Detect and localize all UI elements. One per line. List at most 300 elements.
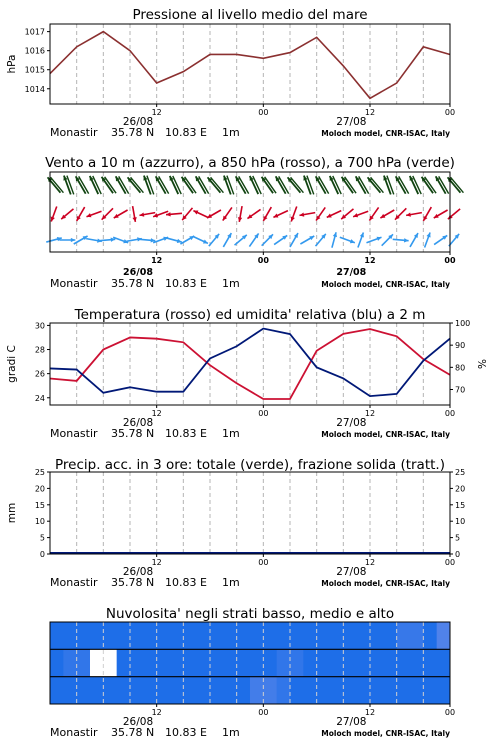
cloud-cell: [63, 677, 77, 705]
x-hour-label: 00: [444, 108, 456, 117]
wind-arrow: [290, 233, 298, 247]
cloud-cell: [50, 622, 64, 650]
cloud-cell: [210, 622, 224, 650]
pressure-series: [50, 32, 450, 99]
cloud-cell: [357, 649, 371, 677]
y-tick-label: 30: [34, 321, 45, 331]
wind-arrow: [406, 212, 422, 216]
footer-elev: 1m: [222, 576, 240, 589]
wind-title: Vento a 10 m (azzurro), a 850 hPa (rosso), a 700 hPa (verde): [45, 155, 455, 171]
cloud-cell: [383, 622, 397, 650]
cloud-cell: [330, 677, 344, 705]
wind-arrow: [139, 238, 155, 242]
wind-arrow: [383, 176, 393, 195]
footer-station: Monastir: [50, 277, 98, 290]
wind-arrow: [116, 176, 129, 193]
wind-arrow: [303, 176, 313, 195]
wind-arrow: [238, 206, 242, 222]
cloud-cell: [103, 649, 117, 677]
wind-arrow: [208, 177, 224, 192]
wind-arrow: [90, 176, 102, 194]
x-hour-label: 12: [364, 558, 376, 567]
wind-arrow-shaft-2: [371, 177, 384, 192]
y-tick-label: 25: [34, 468, 45, 477]
y-tick-label: 1015: [24, 65, 45, 75]
footer-station: Monastir: [50, 726, 98, 739]
cloud-cell: [357, 677, 371, 705]
wind-arrow-head: [51, 217, 55, 222]
wind-arrow: [51, 206, 57, 221]
precip-footer: [50, 576, 450, 589]
x-hour-label: 00: [444, 409, 456, 418]
y-tick-label: 24: [34, 393, 45, 403]
cloud-cell: [277, 677, 291, 705]
cloud-cell: [197, 622, 211, 650]
y-tick-label-right: 15: [455, 500, 466, 510]
wind-arrow: [436, 176, 449, 193]
wind-arrow: [207, 210, 221, 218]
wind-panel: [45, 155, 463, 290]
wind-arrow: [263, 207, 271, 221]
footer-elev: 1m: [222, 126, 240, 139]
wind-arrow: [166, 212, 182, 216]
x-hour-label: 12: [151, 708, 162, 717]
footer-station: Monastir: [50, 126, 98, 139]
footer-lat: 35.78 N: [111, 126, 155, 139]
humidity-line: [50, 329, 450, 397]
cloud-cell: [170, 622, 184, 650]
precip-xaxis: [123, 554, 455, 578]
cloud-cell: [423, 677, 437, 705]
cloud-cell: [410, 622, 424, 650]
precip-yticks: [35, 468, 465, 559]
footer-elev: 1m: [222, 277, 240, 290]
x-date-label: 26/08: [122, 116, 154, 128]
cloud-cell: [250, 649, 264, 677]
cloud-cell: [263, 677, 277, 705]
y-tick-label: 15: [34, 500, 45, 510]
footer-elev: 1m: [222, 427, 240, 440]
wind-arrow-head: [353, 213, 358, 217]
cloud-cell: [90, 622, 104, 650]
cloud-cell: [397, 622, 411, 650]
wind-arrow: [128, 177, 144, 192]
wind-arrow: [193, 237, 208, 244]
wind-arrow-head: [291, 217, 295, 222]
wind-arrow: [422, 177, 436, 193]
wind-arrow: [262, 177, 276, 193]
wind-arrow-shaft-2: [51, 177, 64, 192]
y-tick-label-right: 25: [455, 468, 466, 477]
x-hour-label: 00: [258, 558, 269, 567]
wind-arrow: [356, 176, 369, 193]
cloud-cell: [63, 622, 77, 650]
pressure-panel: [6, 7, 455, 139]
x-date-label: 26/08: [123, 267, 153, 278]
cloud-cell: [237, 677, 251, 705]
x-hour-label: 12: [364, 256, 376, 265]
footer-lat: 35.78 N: [111, 576, 155, 589]
footer-station: Monastir: [50, 427, 98, 440]
clouds-heatmap: [50, 622, 450, 704]
wind-arrow-head: [166, 212, 171, 216]
wind-arrow-head: [86, 213, 91, 217]
cloud-cell: [437, 622, 451, 650]
cloud-cell: [410, 649, 424, 677]
wind-arrow: [99, 238, 115, 242]
cloud-cell: [77, 649, 91, 677]
cloud-cell: [130, 677, 144, 705]
cloud-cell: [223, 649, 237, 677]
cloud-cell: [397, 649, 411, 677]
y-tick-label-right: 5: [455, 533, 461, 543]
wind-arrow: [369, 207, 378, 220]
wind-arrow: [196, 176, 209, 193]
cloud-cell: [317, 677, 331, 705]
cloud-cell: [77, 677, 91, 705]
wind-arrow: [180, 236, 194, 244]
cloud-cell: [237, 622, 251, 650]
cloud-cell: [103, 677, 117, 705]
cloud-cell: [330, 649, 344, 677]
wind-arrow: [366, 237, 381, 243]
x-hour-label: 12: [151, 409, 162, 418]
cloud-cell: [263, 649, 277, 677]
wind-arrow-shaft-2: [291, 177, 304, 192]
cloud-cell: [183, 622, 197, 650]
clouds-footer: [50, 726, 450, 739]
cloud-cell: [370, 649, 384, 677]
cloud-cell: [330, 622, 344, 650]
footer-lon: 10.83 E: [165, 576, 207, 589]
temp-rh-panel: [6, 307, 489, 440]
cloud-cell: [117, 649, 131, 677]
footer-credit: Moloch model, CNR-ISAC, Italy: [321, 579, 450, 588]
wind-xaxis: [123, 252, 456, 278]
footer-lat: 35.78 N: [111, 726, 155, 739]
wind-arrow: [330, 176, 342, 194]
wind-arrow: [166, 238, 181, 243]
cloud-cell: [250, 622, 264, 650]
x-date-label: 27/08: [336, 116, 367, 128]
rh-ylabel: %: [477, 359, 489, 369]
wind-arrow: [332, 232, 337, 247]
y-tick-label: 5: [39, 533, 45, 543]
wind-arrow: [299, 212, 315, 216]
footer-lon: 10.83 E: [165, 277, 207, 290]
wind-arrow: [223, 176, 233, 195]
clouds-panel: [50, 606, 455, 739]
pressure-line: [50, 32, 450, 99]
wind-arrow: [425, 232, 431, 247]
cloud-cell: [223, 622, 237, 650]
pressure-yticks: [25, 28, 50, 94]
footer-lat: 35.78 N: [111, 277, 155, 290]
y-tick-label-right: 70: [455, 385, 466, 395]
cloud-cell: [157, 622, 171, 650]
wind-arrow: [434, 210, 448, 218]
cloud-cell: [383, 677, 397, 705]
x-date-label: 27/08: [336, 566, 367, 578]
y-tick-label: 10: [34, 517, 45, 527]
cloud-cell: [370, 677, 384, 705]
x-date-label: 27/08: [336, 417, 367, 429]
cloud-cell: [437, 677, 451, 705]
pressure-xaxis: [123, 104, 455, 128]
cloud-cell: [370, 622, 384, 650]
cloud-cell: [130, 649, 144, 677]
wind-arrow: [114, 210, 128, 218]
wind-arrow: [327, 211, 342, 218]
precip-title: Precip. acc. in 3 ore: totale (verde), frazione solida (tratt.): [55, 457, 445, 473]
cloud-cell: [303, 622, 317, 650]
y-tick-label-right: 100: [455, 319, 471, 328]
cloud-cell: [183, 677, 197, 705]
wind-arrow-head: [360, 232, 364, 237]
clouds-xaxis: [123, 704, 455, 728]
cloud-cell: [263, 622, 277, 650]
wind-arrow-shaft-2: [451, 177, 464, 192]
wind-arrow-shaft-2: [131, 177, 144, 192]
x-hour-label: 00: [258, 708, 269, 717]
cloud-cell: [50, 677, 64, 705]
cloud-cell: [410, 677, 424, 705]
cloud-cell: [143, 649, 157, 677]
cloud-cell: [183, 649, 197, 677]
pressure-ylabel: hPa: [6, 54, 18, 74]
wind-arrow: [102, 177, 116, 193]
precip-ylabel: mm: [6, 502, 18, 524]
wind-arrow: [291, 206, 297, 221]
footer-elev: 1m: [222, 726, 240, 739]
x-hour-label: 12: [151, 108, 162, 117]
wind-arrow-head: [377, 237, 382, 241]
wind-arrow: [61, 209, 73, 219]
wind-arrow-head: [404, 238, 409, 242]
x-hour-label: 00: [444, 558, 456, 567]
wind-arrow: [193, 211, 208, 218]
cloud-cell: [423, 649, 437, 677]
precip-panel: [6, 457, 465, 589]
temp-rh-series: [50, 329, 450, 399]
x-date-label: 27/08: [336, 267, 367, 278]
wind-arrow: [77, 207, 85, 221]
x-hour-label: 12: [364, 708, 376, 717]
wind-arrow: [249, 233, 258, 246]
wind-arrow: [300, 236, 314, 244]
cloud-cell: [117, 622, 131, 650]
x-hour-label: 12: [151, 558, 162, 567]
cloud-cell: [290, 622, 304, 650]
cloud-cell: [290, 649, 304, 677]
pressure-footer: [50, 126, 450, 139]
wind-arrow: [316, 207, 325, 220]
wind-arrow-shaft-2: [211, 177, 224, 192]
cloud-cell: [303, 677, 317, 705]
cloud-cell: [277, 622, 291, 650]
wind-arrow-head: [350, 239, 355, 243]
y-tick-label-right: 90: [455, 341, 466, 351]
y-tick-label: 26: [34, 369, 45, 379]
y-tick-label-right: 20: [455, 484, 466, 494]
precip-grid: [77, 472, 424, 554]
wind-arrow: [382, 234, 393, 245]
wind-arrow: [223, 233, 231, 247]
cloud-cell: [170, 677, 184, 705]
wind-arrow: [182, 177, 196, 193]
cloud-cell: [343, 677, 357, 705]
x-hour-label: 00: [258, 108, 269, 117]
wind-arrow: [410, 233, 418, 247]
wind-arrow-head: [153, 213, 158, 217]
cloud-cell: [290, 677, 304, 705]
cloud-cell: [90, 677, 104, 705]
cloud-cell: [343, 622, 357, 650]
wind-arrow: [368, 177, 384, 192]
cloud-cell: [50, 649, 64, 677]
cloud-cell: [197, 649, 211, 677]
y-tick-label: 1014: [24, 84, 45, 94]
wind-footer: [50, 277, 450, 290]
precip-frame: [50, 472, 450, 554]
cloud-cell: [143, 622, 157, 650]
footer-station: Monastir: [50, 576, 98, 589]
wind-arrow: [316, 176, 329, 193]
temp-rh-xaxis: [123, 405, 455, 429]
cloud-cell: [237, 649, 251, 677]
x-date-label: 26/08: [122, 566, 154, 578]
wind-arrows: [46, 176, 463, 248]
wind-arrow: [353, 211, 368, 217]
clouds-title: Nuvolosita' negli strati basso, medio e alto: [105, 606, 395, 622]
y-tick-label-right: 0: [455, 550, 461, 559]
cloud-cell: [90, 649, 104, 677]
wind-arrow: [273, 211, 288, 218]
wind-arrow: [396, 176, 409, 193]
cloud-cell: [170, 649, 184, 677]
x-hour-label: 12: [151, 256, 163, 265]
y-tick-label: 1017: [24, 27, 45, 37]
wind-arrow: [143, 176, 153, 195]
wind-arrow: [86, 211, 101, 217]
footer-credit: Moloch model, CNR-ISAC, Italy: [321, 430, 450, 439]
y-tick-label-right: 10: [455, 517, 466, 527]
wind-arrow: [236, 176, 249, 193]
wind-arrow: [423, 207, 431, 221]
pressure-title: Pressione al livello medio del mare: [132, 7, 368, 23]
wind-arrow: [156, 176, 169, 193]
cloud-cell: [130, 622, 144, 650]
x-hour-label: 00: [444, 256, 456, 265]
wind-arrow-head: [426, 232, 430, 237]
wind-arrow-head: [71, 238, 76, 242]
cloud-cell: [223, 677, 237, 705]
cloud-cell: [357, 622, 371, 650]
wind-arrow: [288, 177, 304, 192]
cloud-cell: [197, 677, 211, 705]
temperature-line: [50, 329, 450, 399]
cloud-cell: [63, 649, 77, 677]
cloud-cell: [277, 649, 291, 677]
x-hour-label: 00: [444, 708, 456, 717]
y-tick-label: 0: [39, 550, 45, 559]
wind-arrow: [76, 176, 89, 193]
cloud-cell: [303, 649, 317, 677]
temp-rh-footer: [50, 427, 450, 440]
cloud-cell: [210, 677, 224, 705]
y-tick-label: 20: [34, 484, 45, 494]
cloud-cell: [143, 677, 157, 705]
wind-arrow: [410, 176, 422, 194]
x-date-label: 26/08: [122, 417, 154, 429]
wind-arrow: [434, 235, 447, 244]
cloud-cell: [210, 649, 224, 677]
wind-arrow: [342, 177, 356, 193]
x-date-label: 26/08: [122, 716, 154, 728]
cloud-cell: [343, 649, 357, 677]
wind-arrow: [358, 232, 364, 247]
pressure-grid: [77, 24, 424, 104]
temp-rh-grid: [77, 323, 424, 405]
wind-arrow: [170, 176, 182, 194]
cloud-cell: [397, 677, 411, 705]
x-hour-label: 12: [364, 409, 376, 418]
x-hour-label: 00: [257, 256, 269, 265]
cloud-cell: [317, 622, 331, 650]
wind-arrow: [153, 237, 168, 243]
y-tick-label: 1016: [24, 46, 45, 56]
wind-arrow: [340, 237, 355, 243]
footer-lon: 10.83 E: [165, 427, 207, 440]
wind-arrow: [113, 237, 128, 243]
x-hour-label: 12: [364, 108, 376, 117]
footer-credit: Moloch model, CNR-ISAC, Italy: [321, 729, 450, 738]
x-hour-label: 00: [258, 409, 269, 418]
temp-rh-title: Temperatura (rosso) ed umidita' relativa (blu) a 2 m: [74, 307, 426, 323]
wind-arrow: [74, 236, 88, 244]
wind-arrow: [153, 211, 168, 217]
footer-credit: Moloch model, CNR-ISAC, Italy: [321, 280, 450, 289]
cloud-cell: [157, 677, 171, 705]
cloud-cell: [250, 677, 264, 705]
cloud-cell: [103, 622, 117, 650]
x-date-label: 27/08: [336, 716, 367, 728]
wind-arrow: [380, 210, 394, 218]
cloud-cell: [423, 622, 437, 650]
wind-arrow: [276, 176, 289, 193]
cloud-cell: [157, 649, 171, 677]
wind-grid: [77, 172, 424, 252]
wind-arrow: [247, 209, 260, 218]
temp-ylabel: gradi C: [6, 345, 18, 383]
footer-lon: 10.83 E: [165, 126, 207, 139]
y-tick-label: 28: [34, 345, 45, 355]
wind-arrow: [274, 235, 287, 244]
cloud-cell: [383, 649, 397, 677]
footer-lon: 10.83 E: [165, 726, 207, 739]
cloud-cell: [117, 677, 131, 705]
wind-arrow: [139, 212, 155, 216]
wind-arrow: [63, 176, 73, 195]
wind-arrow: [393, 238, 409, 242]
cloud-cell: [317, 649, 331, 677]
wind-arrow: [132, 206, 136, 222]
wind-arrow: [223, 207, 232, 220]
wind-arrow: [250, 176, 262, 194]
y-tick-label-right: 80: [455, 363, 466, 373]
footer-lat: 35.78 N: [111, 427, 155, 440]
footer-credit: Moloch model, CNR-ISAC, Italy: [321, 129, 450, 138]
